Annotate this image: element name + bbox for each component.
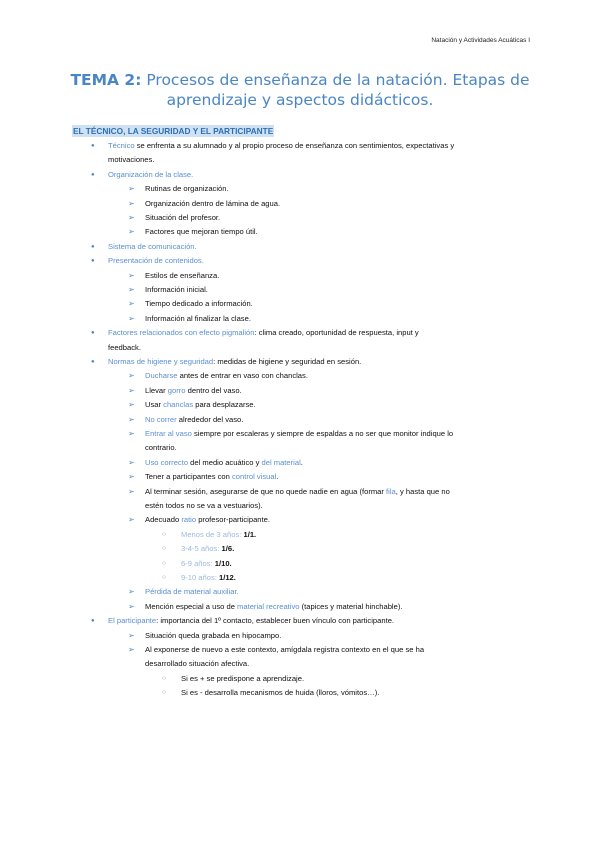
normas-item	[145, 427, 530, 441]
tecnico-text: se enfrenta a su alumnado y al propio proceso de enseñanza con sentimientos, expectativas y	[134, 141, 455, 150]
si1-text: + se predispone a aprendizaje.	[200, 673, 305, 683]
ratio-value: 1/6.	[219, 544, 235, 554]
section-heading: EL TÉCNICO, LA SEGURIDAD Y EL PARTICIPANTE	[73, 126, 274, 136]
chanclas-prefix: Usar	[145, 400, 164, 410]
ratio-value: 1/1.	[241, 529, 257, 539]
ratio-age: 3-4-5 años:	[181, 544, 220, 554]
list-item-participante	[108, 614, 528, 628]
participante-item: ➢ Situación queda grabada en hipocampo.	[145, 629, 530, 643]
org-item: ➢ Situación del profesor.	[145, 211, 530, 225]
normas-item-perdida: ➢ Pérdida de material auxiliar.	[145, 585, 530, 599]
org-item: ➢ Rutinas de organización.	[145, 182, 530, 196]
list-item-sistema: ● Sistema de comunicación.	[108, 240, 528, 254]
fila-term: fila	[386, 486, 396, 496]
normas-item	[145, 470, 530, 484]
uso-term: Uso correcto	[145, 457, 189, 467]
uso-end: .	[300, 457, 303, 467]
normas-item	[145, 384, 530, 398]
ratio-value: 1/10.	[212, 558, 232, 568]
presentacion-item: ➢ Información inicial.	[145, 283, 530, 297]
pigmalion-text: : clima creado, oportunidad de respuesta, input y	[254, 328, 419, 338]
page-title	[60, 70, 540, 110]
normas-text: : medidas de higiene y seguridad en sesión.	[213, 357, 362, 366]
terminar-prefix: Al terminar sesión, asegurarse de que no quede nadie en agua (formar	[145, 486, 387, 496]
ratio-age: 6-9 años:	[181, 558, 213, 568]
material-term: del material	[261, 457, 301, 467]
participante-label: El participante	[108, 616, 157, 626]
chanclas-text: para desplazarse.	[193, 400, 256, 410]
pigmalion-label: Factores relacionados con efecto pigmalión	[108, 328, 255, 338]
entrar-term: Entrar al vaso	[145, 429, 192, 438]
list-item-organizacion: ● Organización de la clase.	[108, 168, 528, 182]
amigdala-continuation: desarrollado situación afectiva.	[145, 659, 250, 669]
correr-text: alrededor del vaso.	[176, 414, 244, 424]
normas-item	[145, 398, 530, 412]
chanclas-term: chanclas	[163, 400, 194, 410]
entrar-continuation: contrario.	[145, 443, 177, 453]
normas-item	[145, 456, 530, 470]
participante-text: : importancia del 1º contacto, establecer buen vínculo con participante.	[156, 616, 395, 626]
correr-term: No correr	[145, 414, 177, 424]
presentacion-item: ➢ Información al finalizar la clase.	[145, 312, 530, 326]
participante-subitem	[181, 672, 304, 686]
control-prefix: Tener a participantes con	[145, 472, 232, 482]
ratio-item	[181, 528, 256, 542]
list-item-normas	[108, 355, 528, 369]
page-header: Natación y Actividades Acuáticas I	[431, 37, 530, 44]
tecnico-continuation: motivaciones.	[108, 155, 155, 165]
gorro-text: dentro del vaso.	[185, 385, 242, 395]
participante-item: ➢ Al exponerse de nuevo a este contexto, amígdala registra contexto en el que se ha	[145, 643, 530, 657]
list-item-tecnico	[108, 139, 528, 153]
ratio-value: 1/12.	[216, 573, 236, 582]
uso-text: del medio acuático y	[188, 457, 262, 467]
si2-text: - desarrolla mecanismos de huida (lloros, vómitos…).	[200, 688, 380, 698]
normas-label: Normas de higiene y seguridad	[108, 357, 214, 366]
terminar-continuation: estén todos no se va a vestuarios).	[145, 501, 263, 510]
gorro-prefix: Llevar	[145, 385, 168, 395]
si2-prefix: Si es	[181, 688, 200, 698]
ratio-age: 9-10 años:	[181, 573, 217, 582]
si1-prefix: Si es	[181, 673, 200, 683]
ratio-text: profesor-participante.	[196, 515, 270, 525]
gorro-term: gorro	[167, 385, 186, 395]
presentacion-item: ➢ Estilos de enseñanza.	[145, 269, 530, 283]
participante-subitem	[181, 686, 379, 700]
list-item-presentacion: ● Presentación de contenidos.	[108, 254, 528, 268]
normas-item	[145, 513, 530, 527]
normas-item	[145, 413, 530, 427]
mencion-prefix: Mención especial a uso de	[145, 601, 238, 611]
ducharse-text: antes de entrar en vaso con chanclas.	[177, 371, 308, 381]
ducharse-term: Ducharse	[145, 371, 178, 381]
tecnico-label: Técnico	[108, 141, 135, 150]
title-tema: TEMA 2:	[70, 71, 142, 89]
ratio-prefix: Adecuado	[145, 515, 182, 525]
entrar-text: siempre por escaleras y siempre de espaldas a no ser que monitor indique lo	[191, 429, 454, 438]
normas-item	[145, 485, 530, 499]
ratio-term: ratio	[181, 515, 197, 525]
normas-item	[145, 369, 530, 383]
control-term: control visual	[231, 472, 277, 482]
control-end: .	[276, 472, 279, 482]
normas-item	[145, 600, 530, 614]
ratio-item	[181, 542, 234, 556]
pigmalion-continuation: feedback.	[108, 342, 141, 352]
ratio-item	[181, 557, 232, 571]
ratio-item	[181, 571, 236, 585]
terminar-text: , y hasta que no	[395, 486, 450, 496]
mencion-text: (tapices y material hinchable).	[299, 601, 403, 611]
org-item: ➢ Factores que mejoran tiempo útil.	[145, 225, 530, 239]
presentacion-item: ➢ Tiempo dedicado a información.	[145, 297, 530, 311]
list-item-pigmalion	[108, 326, 528, 340]
ratio-age: Menos de 3 años:	[181, 529, 242, 539]
recreativo-term: material recreativo	[237, 601, 300, 611]
title-text: Procesos de enseñanza de la natación. Etapas de aprendizaje y aspectos didácticos.	[146, 71, 530, 109]
org-item: ➢ Organización dentro de lámina de agua.	[145, 197, 530, 211]
